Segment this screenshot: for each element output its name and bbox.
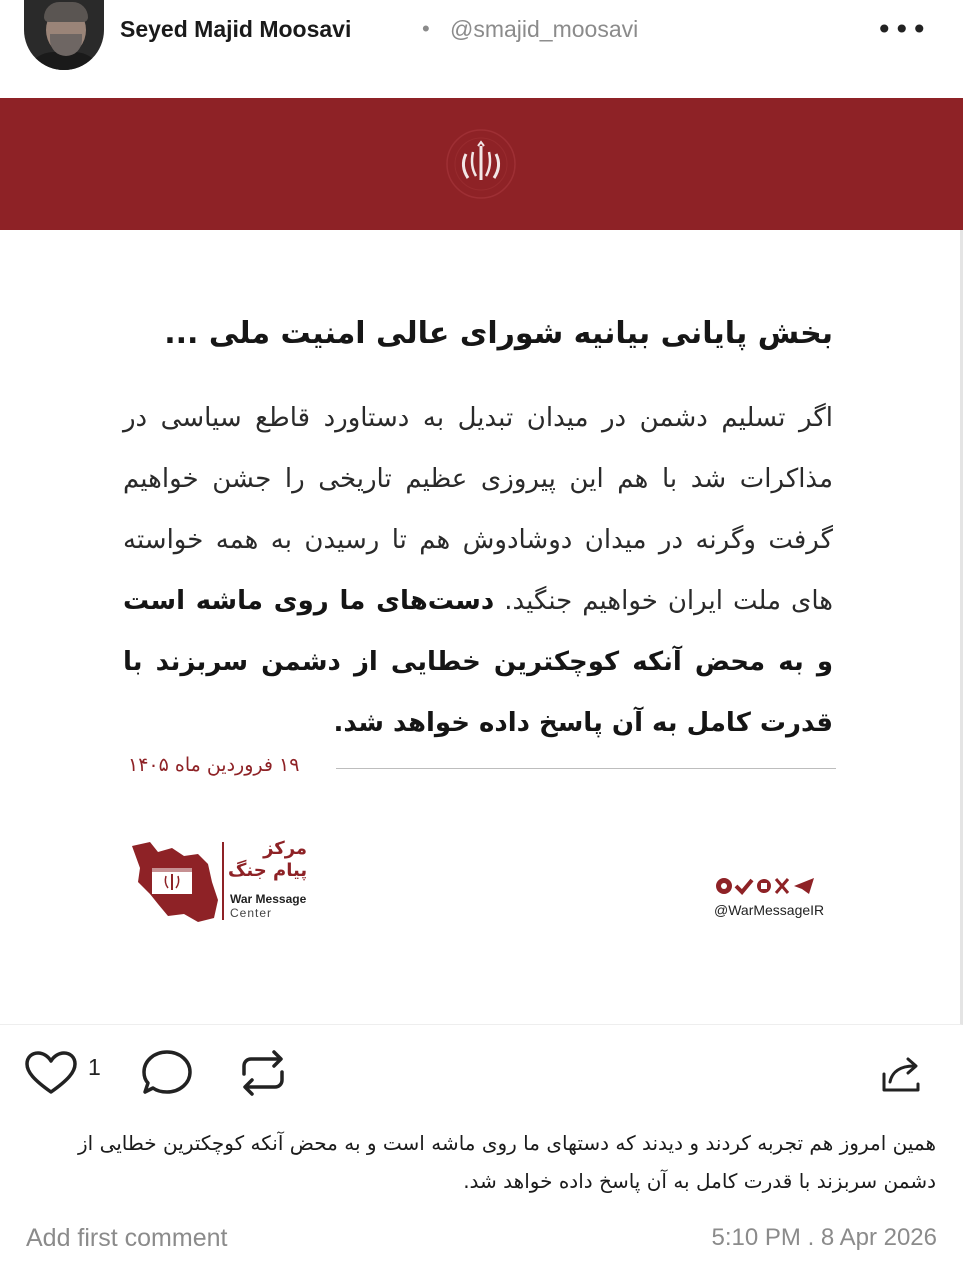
like-count: 1	[88, 1054, 101, 1080]
like-button[interactable]	[24, 1050, 78, 1100]
repost-icon	[236, 1048, 290, 1098]
date-divider	[336, 768, 836, 769]
social-block	[700, 874, 840, 924]
header-separator: •	[422, 16, 430, 41]
statement-title-text: بخش پایانی بیانیه شورای عالی امنیت ملی	[208, 316, 833, 351]
logo-line-2: پیام جنگ	[228, 860, 308, 881]
statement-title	[113, 316, 833, 351]
image-banner	[0, 98, 963, 230]
logo-divider	[222, 842, 224, 920]
post-caption: همین امروز هم تجربه کردند و دیدند که دستهای ما روی ماشه است و به محض آنکه کوچکترین خطایی از دشمن سربزند با قدرت کامل به آن پاسخ داده خواهد شد.	[78, 1131, 936, 1193]
logo-text-persian	[228, 838, 307, 882]
telegram-icon	[794, 878, 814, 894]
comment-icon	[140, 1048, 194, 1098]
share-button[interactable]	[878, 1050, 924, 1100]
social-handle: @WarMessageIR	[714, 902, 825, 918]
author-name[interactable]: Seyed Majid Moosavi	[120, 16, 352, 42]
heart-icon	[24, 1050, 78, 1096]
statement-body-regular: اگر تسلیم دشمن در میدان تبدیل به دستاورد قاطع سیاسی در مذاکرات شد با هم این پیروزی عظیم تاریخی را جشن خواهیم گرفت وگرنه در میدان دوشادوش هم تا رسیدن به همه خواسته های ملت ایران خواهیم جنگید.	[123, 403, 834, 616]
statement-date-row	[128, 754, 838, 784]
add-comment-link[interactable]: Add first comment	[26, 1224, 228, 1252]
avatar-hair	[44, 2, 88, 22]
x-logo-icon	[776, 879, 788, 893]
statement-title-dots: ...	[164, 316, 199, 351]
statement-date: ۱۹ فروردین ماه ۱۴۰۵	[128, 754, 300, 776]
author-handle[interactable]: @smajid_moosavi	[450, 16, 639, 42]
statement-body	[123, 388, 833, 754]
post-actions	[0, 1040, 963, 1104]
post-header	[0, 0, 963, 80]
logo-line-1: مرکز	[263, 838, 308, 859]
comment-button[interactable]	[140, 1048, 194, 1102]
post-image[interactable]	[0, 98, 963, 1025]
avatar[interactable]	[24, 0, 104, 70]
social-icons	[714, 874, 834, 898]
post-footer	[0, 1218, 963, 1258]
eitaa-icon	[716, 878, 732, 894]
statement-body-bold: دست‌های ما روی ماشه است و به محض آنکه کوچکترین خطایی از دشمن سربزند با قدرت کامل به آن پاسخ داده خواهد شد.	[123, 586, 833, 738]
war-message-center-logo	[128, 838, 328, 928]
post-timestamp: 5:10 PM . 8 Apr 2026	[711, 1224, 937, 1251]
logo-text-english: War Message	[230, 892, 307, 906]
share-icon	[878, 1050, 924, 1096]
more-options-button[interactable]: •••	[876, 13, 929, 46]
check-icon	[736, 880, 752, 892]
iran-map-icon	[128, 838, 220, 924]
bale-icon	[757, 879, 771, 893]
logo-text-english-2: Center	[230, 906, 273, 920]
iran-emblem-icon	[436, 124, 526, 204]
repost-button[interactable]	[236, 1048, 290, 1102]
